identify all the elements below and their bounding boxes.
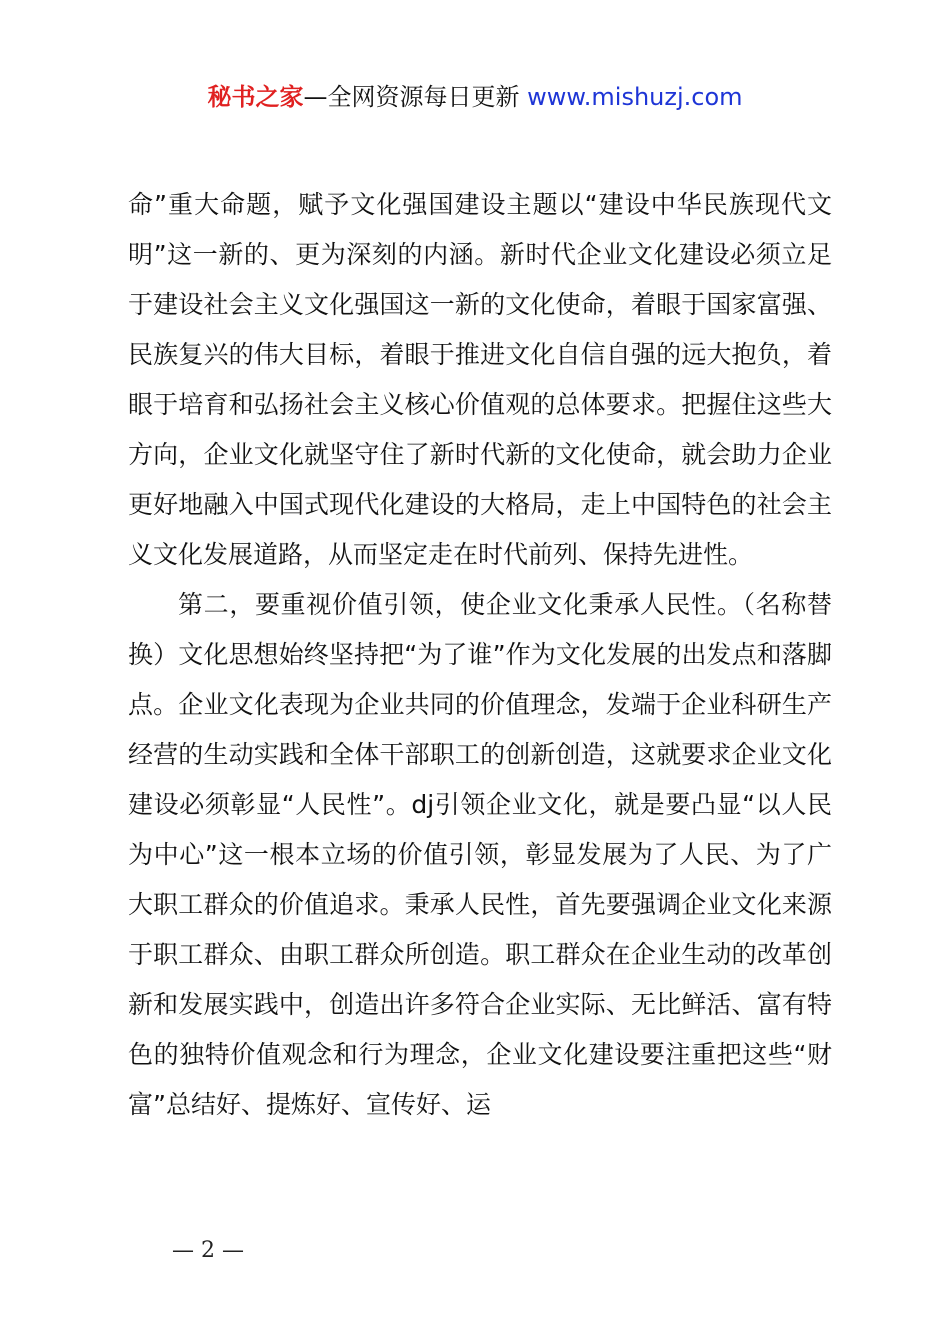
page-number: — 2 — (172, 1238, 244, 1263)
paragraph-second-point: 第二，要重视价值引领，使企业文化秉承人民性。（名称替换）文化思想始终坚持把“为了谁”作为文化发展的出发点和落脚点。企业文化表现为企业共同的价值理念，发端于企业科研生产经营的生动实践和全体干部职工的创新创造，这就要求企业文化建设必须彰显“人民性”。dj引领企业文化，就是要凸显“以人民为中心”这一根本立场的价值引领，彰显发展为了人民、为了广大职工群众的价值追求。秉承人民性，首先要强调企业文化来源于职工群众、由职工群众所创造。职工群众在企业生动的改革创新和发展实践中，创造出许多符合企业实际、无比鲜活、富有特色的独特价值观念和行为理念，企业文化建设要注重把这些“财富”总结好、提炼好、宣传好、运 (128, 590, 832, 1119)
site-tagline: —全网资源每日更新 (303, 83, 520, 111)
document-body (128, 180, 832, 1130)
site-brand: 秘书之家 (207, 83, 304, 111)
paragraph-continued: 命”重大命题，赋予文化强国建设主题以“建设中华民族现代文明”这一新的、更为深刻的内涵。新时代企业文化建设必须立足于建设社会主义文化强国这一新的文化使命，着眼于国家富强、民族复兴的伟大目标，着眼于推进文化自信自强的远大抱负，着眼于培育和弘扬社会主义核心价值观的总体要求。把握住这些大方向，企业文化就坚守住了新时代新的文化使命，就会助力企业更好地融入中国式现代化建设的大格局，走上中国特色的社会主义文化发展道路，从而坚定走在时代前列、保持先进性。 (128, 190, 832, 569)
page-header (0, 80, 950, 114)
site-url[interactable]: www.mishuzj.com (527, 83, 743, 111)
